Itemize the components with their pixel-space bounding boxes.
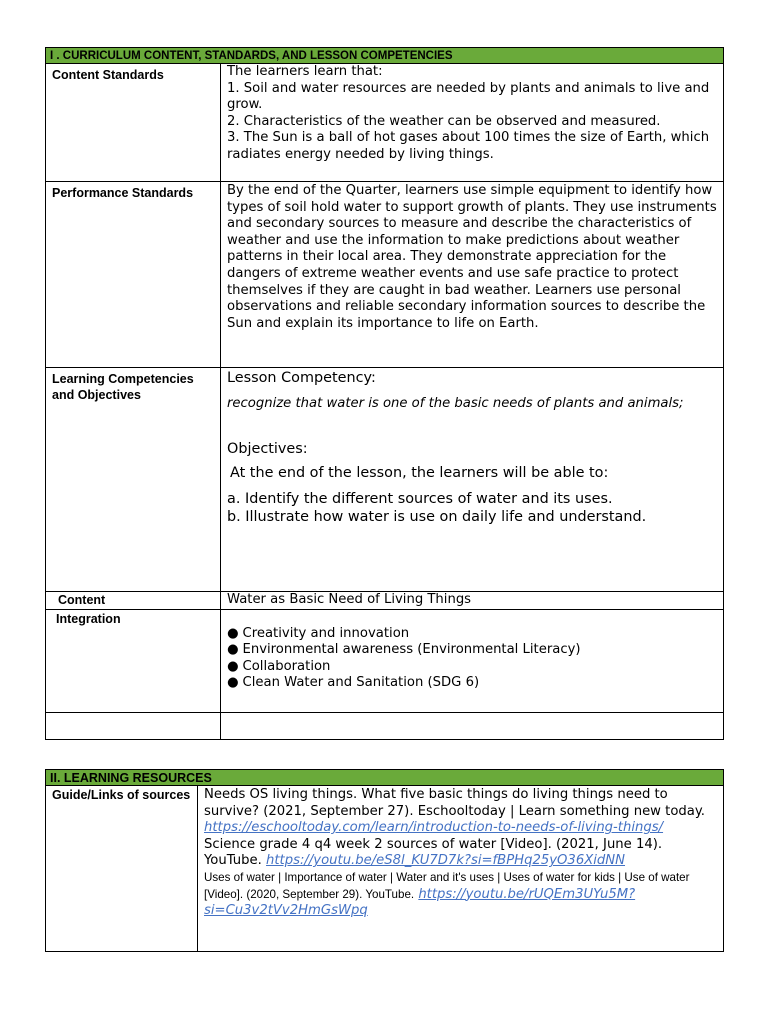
integration-value bbox=[221, 609, 724, 712]
empty-cell bbox=[221, 712, 724, 739]
lesson-competency-heading: Lesson Competency: bbox=[227, 370, 376, 386]
curriculum-table bbox=[45, 47, 724, 740]
competencies-label: Learning Competencies and Objectives bbox=[46, 368, 221, 592]
content-standards-label: Content Standards bbox=[46, 64, 221, 182]
performance-standards-value: By the end of the Quarter, learners use simple equipment to identify how types of soil hold water to support growth of plants. They use instruments and secondary sources to measure and describe the characteristics of weather and use the information to make predictions about weather patterns in their local area. They demonstrate appreciation for the dangers of extreme weather events and use safe practice to protect themselves if they are caught in bad weather. Learners use personal observations and reliable secondary information sources to describe the Sun and explain its importance to life on Earth. bbox=[221, 182, 724, 368]
empty-cell bbox=[46, 712, 221, 739]
reference-link[interactable]: https://youtu.be/eS8l_KU7D7k?si=fBPHq25yO36XidNN bbox=[266, 853, 626, 869]
content-standards-value bbox=[221, 64, 724, 182]
learning-resources-table bbox=[45, 769, 724, 952]
performance-standards-label: Performance Standards bbox=[46, 182, 221, 368]
list-item: ● Clean Water and Sanitation (SDG 6) bbox=[227, 675, 480, 691]
objective-item: b. Illustrate how water is use on daily life and understand. bbox=[227, 508, 647, 525]
integration-label: Integration bbox=[46, 609, 221, 712]
objectives-intro: At the end of the lesson, the learners will be able to: bbox=[230, 464, 609, 481]
content-label: Content bbox=[46, 592, 221, 610]
objective-item: a. Identify the different sources of water and its uses. bbox=[227, 490, 613, 507]
content-standards-line: 2. Characteristics of the weather can be observed and measured. bbox=[227, 113, 661, 129]
reference-item: Needs OS living things. What five basic things do living things need to survive? (2021, September 27). Eschooltoday | Learn something new today. https://eschooltoday.com/learn/introduction-to-needs-of-living-things/ bbox=[204, 787, 705, 836]
list-item: ● Environmental awareness (Environmental Literacy) bbox=[227, 642, 581, 658]
competencies-value bbox=[221, 368, 724, 592]
objectives-heading: Objectives: bbox=[227, 440, 308, 457]
section-header: I . CURRICULUM CONTENT, STANDARDS, AND LESSON COMPETENCIES bbox=[46, 48, 724, 64]
content-value: Water as Basic Need of Living Things bbox=[221, 592, 724, 610]
reference-link[interactable]: https://youtu.be/rUQEm3UYu5M?si=Cu3v2tVv2HmGsWpq bbox=[204, 886, 636, 919]
bullet-icon: ● bbox=[227, 625, 239, 641]
list-item: ● Collaboration bbox=[227, 658, 331, 674]
content-standards-line: 3. The Sun is a ball of hot gases about 100 times the size of Earth, which radiates energy needed by living things. bbox=[227, 130, 710, 162]
reference-item: Uses of water | Importance of water | Water and it's uses | Uses of water for kids | Use of water [Video]. (2020, September 29). YouTube. https://youtu.be/rUQEm3UYu5M?si=Cu3v2tVv2HmGsWpq bbox=[204, 870, 690, 919]
reference-item: Science grade 4 q4 week 2 sources of water [Video]. (2021, June 14). YouTube. https://youtu.be/eS8l_KU7D7k?si=fBPHq25yO36XidNN bbox=[204, 836, 663, 869]
list-item: ● Creativity and innovation bbox=[227, 625, 410, 641]
bullet-icon: ● bbox=[227, 642, 239, 658]
bullet-icon: ● bbox=[227, 675, 239, 691]
sources-value bbox=[198, 786, 724, 952]
integration-list bbox=[227, 626, 717, 692]
bullet-icon: ● bbox=[227, 658, 239, 674]
lesson-competency-text: recognize that water is one of the basic needs of plants and animals; bbox=[227, 396, 684, 411]
sources-label: Guide/Links of sources bbox=[46, 786, 198, 952]
content-standards-line: The learners learn that: bbox=[227, 64, 383, 79]
reference-link[interactable]: https://eschooltoday.com/learn/introduction-to-needs-of-living-things/ bbox=[204, 820, 664, 836]
content-standards-line: 1. Soil and water resources are needed by plants and animals to live and grow. bbox=[227, 80, 710, 113]
section-header: II. LEARNING RESOURCES bbox=[46, 770, 724, 786]
